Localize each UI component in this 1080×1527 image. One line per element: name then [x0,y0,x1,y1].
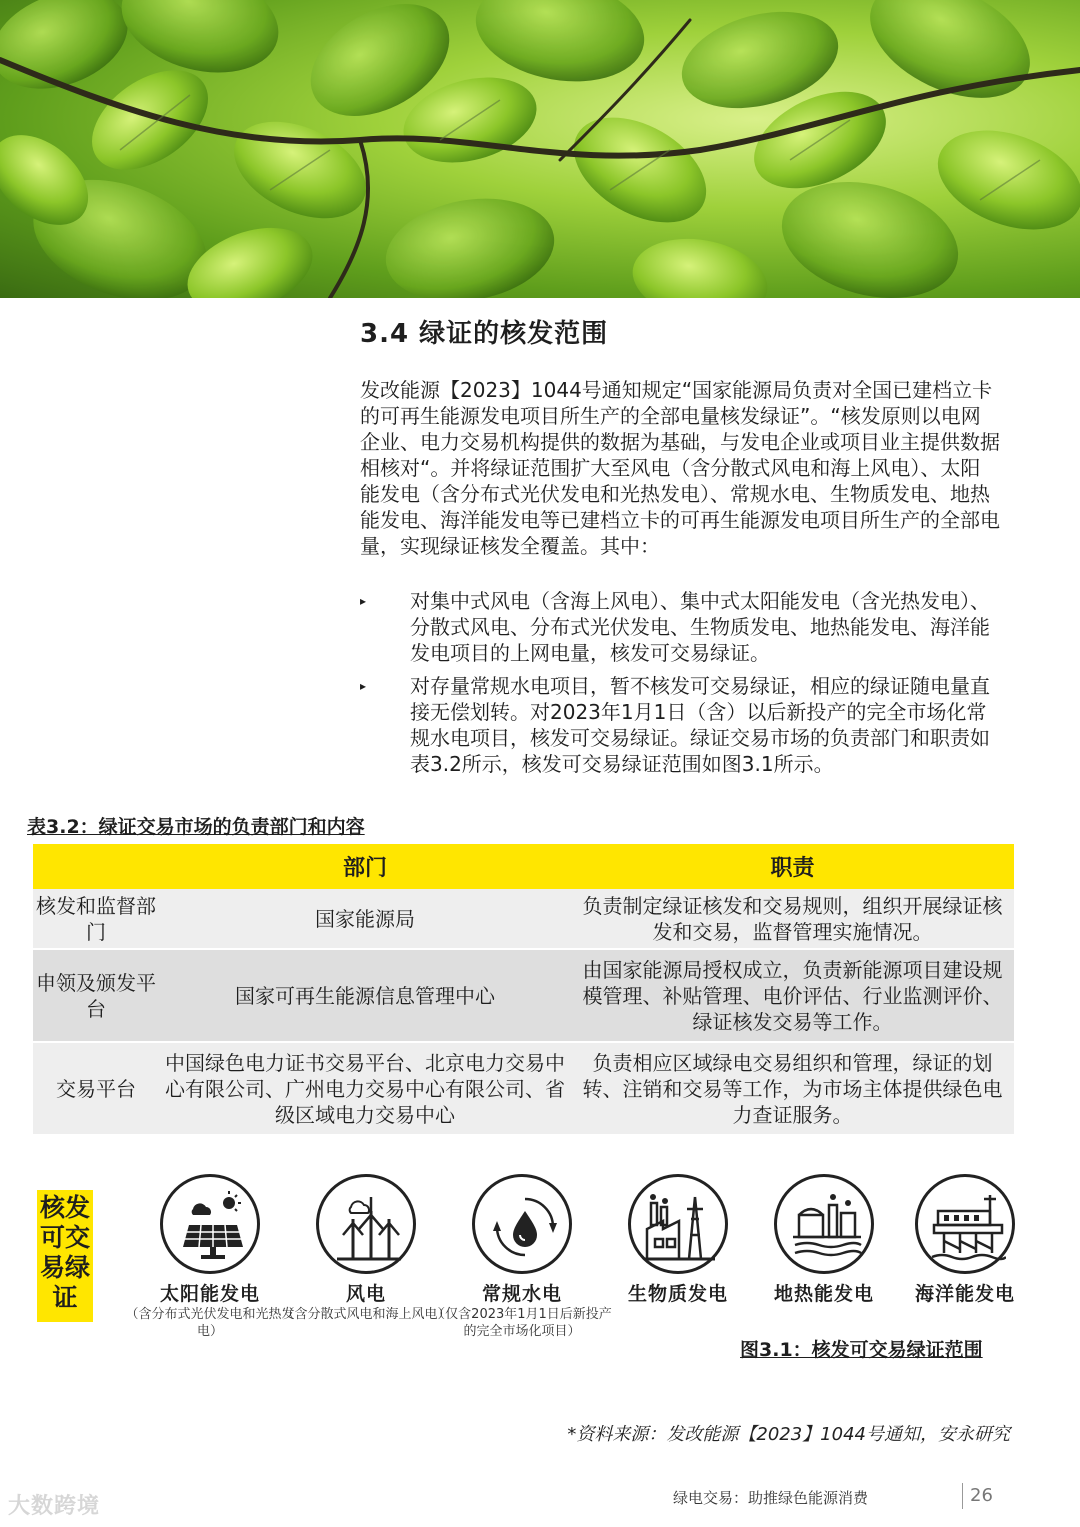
figure-side-label: 核发可交易绿证 [37,1190,93,1322]
figure-item-ocean [875,1174,1055,1306]
geothermal-icon [774,1174,874,1274]
figure-item-wind [276,1174,456,1323]
figure-item-label: 太阳能发电 [159,1283,260,1305]
footer-title: 绿电交易：助推绿色能源消费 [673,1489,869,1507]
figure-item-label: 风电 [345,1283,386,1305]
cell-role: 申领及颁发平台 [33,949,159,1042]
cell-duty: 负责制定绿证核发和交易规则，组织开展绿证核发和交易，监督管理实施情况。 [571,889,1014,949]
figure-item-solar [120,1174,300,1340]
cell-duty: 负责相应区域绿电交易组织和管理，绿证的划转、注销和交易等工作，为市场主体提供绿色电力查证服务。 [571,1042,1014,1134]
figure-item-label: 海洋能发电 [914,1283,1015,1305]
bullet-marker: ▸ [360,679,367,693]
figure-item-label: 常规水电 [481,1283,562,1305]
leaves-illustration [0,0,1080,298]
header-duty: 职责 [571,844,1014,889]
figure-item-hydro [432,1174,612,1340]
page-number: 26 [970,1485,993,1506]
table-header-row [33,844,1014,889]
table-row [33,949,1014,1042]
cell-duty: 由国家能源局授权成立，负责新能源项目建设规模管理、补贴管理、电价评估、行业监测评价、绿证核发交易等工作。 [571,949,1014,1042]
header-dept: 部门 [159,844,571,889]
offshore-platform-icon [915,1174,1015,1274]
cell-dept: 国家能源局 [159,889,571,949]
source-note: *资料来源：发改能源【2023】1044号通知，安永研究 [567,1424,1010,1445]
cell-dept: 中国绿色电力证书交易平台、北京电力交易中心有限公司、广州电力交易中心有限公司、省级区域电力交易中心 [159,1042,571,1134]
watermark: 大数跨境 [8,1494,101,1519]
cell-dept: 国家可再生能源信息管理中心 [159,949,571,1042]
water-drop-icon [472,1174,572,1274]
figure-item-note: （仅含2023年1月1日后新投产的完全市场化项目） [432,1307,612,1339]
figure-item-note: （含分布式光伏发电和光热发电） [125,1307,295,1339]
figure-item-label: 地热能发电 [773,1283,874,1305]
intro-paragraph: 发改能源【2023】1044号通知规定“国家能源局负责对全国已建档立卡的可再生能源发电项目所生产的全部电量核发绿证”。“核发原则以电网企业、电力交易机构提供的数据为基础，与发电企业或项目业主提供数据相核对“。并将绿证范围扩大至风电（含分散式风电和海上风电）、太阳能发电（含分布式光伏发电和光热发电）、常规水电、生物质发电、地热能发电、海洋能发电等已建档立卡的可再生能源发电项目所生产的全部电量，实现绿证核发全覆盖。其中： [360,378,1000,558]
table-row [33,1042,1014,1134]
cell-role: 核发和监督部门 [33,889,159,949]
table-row [33,889,1014,949]
table-caption: 表3.2：绿证交易市场的负责部门和内容 [27,816,365,838]
figure-caption: 图3.1：核发可交易绿证范围 [740,1339,983,1361]
bullet-item [360,588,1000,666]
wind-icon [316,1174,416,1274]
figure-item-label: 生物质发电 [627,1283,728,1305]
figure-item-note: （含分散式风电和海上风电） [281,1307,451,1322]
bullet-text: 对集中式风电（含海上风电）、集中式太阳能发电（含光热发电）、分散式风电、分布式光伏发电、生物质发电、地热能发电、海洋能发电项目的上网电量，核发可交易绿证。 [410,589,990,665]
solar-icon [160,1174,260,1274]
bullet-text: 对存量常规水电项目，暂不核发可交易绿证，相应的绿证随电量直接无偿划转。对2023年1月1日（含）以后新投产的完全市场化常规水电项目，核发可交易绿证。绿证交易市场的负责部门和职责如表3.2所示，核发可交易绿证范围如图3.1所示。 [410,674,990,776]
cell-role: 交易平台 [33,1042,159,1134]
bullet-marker: ▸ [360,594,367,608]
footer-divider [962,1483,963,1509]
section-title: 3.4 绿证的核发范围 [360,319,609,349]
header-role [33,844,159,889]
bullet-item [360,673,1000,777]
hero-leaves-photo [0,0,1080,298]
biomass-plant-icon [628,1174,728,1274]
responsibility-table [33,844,1014,1134]
